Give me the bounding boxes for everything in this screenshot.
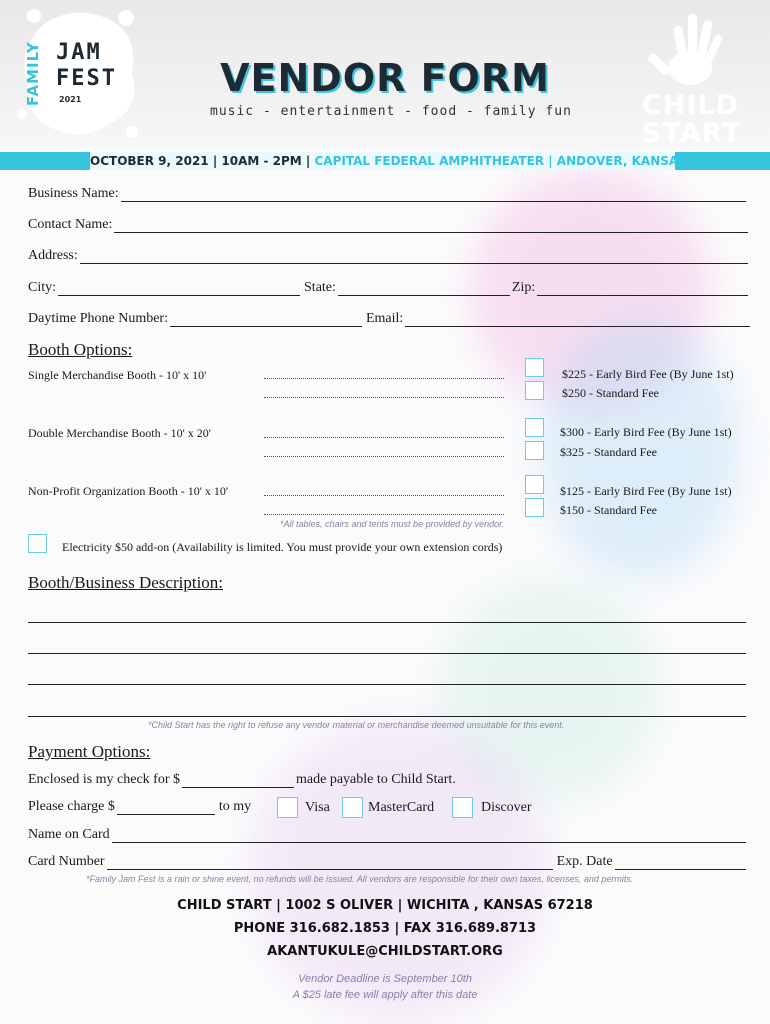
state-input[interactable]: [338, 281, 510, 296]
phone-email-row: [28, 311, 752, 327]
electricity-checkbox[interactable]: [28, 534, 47, 553]
logo-year: 2021: [59, 95, 82, 104]
visa-label: Visa: [305, 800, 330, 815]
single-booth-label: Single Merchandise Booth - 10' x 10': [28, 368, 207, 382]
description-line[interactable]: [28, 716, 746, 717]
address-field[interactable]: [28, 248, 750, 264]
name-on-card-input[interactable]: [112, 828, 746, 843]
description-heading: Booth/Business Description:: [28, 573, 224, 592]
city-state-zip-row: [28, 280, 750, 296]
description-line[interactable]: [28, 622, 746, 623]
booth-options-heading: Booth Options:: [28, 340, 133, 359]
email-label: Email:: [365, 311, 404, 326]
single-standard-fee: $250 - Standard Fee: [562, 386, 659, 400]
logo-word-start: START: [642, 118, 742, 149]
business-name-field[interactable]: [28, 186, 748, 202]
logo-word-family: FAMILY: [24, 41, 42, 106]
daytime-phone-label: Daytime Phone Number:: [28, 311, 168, 326]
contact-name-input[interactable]: [114, 218, 748, 233]
double-early-checkbox[interactable]: [525, 418, 544, 437]
logo-word-fest: FEST: [56, 66, 117, 91]
card-number-row: [28, 854, 748, 870]
email-input[interactable]: [405, 312, 750, 327]
check-amount-input[interactable]: [182, 773, 294, 788]
payment-options-heading: Payment Options:: [28, 742, 151, 761]
city-input[interactable]: [58, 281, 300, 296]
check-row: [28, 772, 456, 788]
state-label: State:: [304, 280, 336, 295]
visa-checkbox[interactable]: [277, 797, 298, 818]
exp-date-label: Exp. Date: [556, 854, 613, 869]
logo-word-child: CHILD: [642, 90, 740, 121]
double-standard-checkbox[interactable]: [525, 441, 544, 460]
page-title: VENDOR FORM: [220, 56, 550, 100]
card-number-label: Card Number: [28, 854, 105, 869]
daytime-phone-input[interactable]: [170, 312, 362, 327]
vendor-deadline: Vendor Deadline is September 10th: [298, 973, 472, 985]
discover-label: Discover: [481, 800, 532, 815]
card-number-input[interactable]: [107, 855, 553, 870]
single-early-fee: $225 - Early Bird Fee (By June 1st): [562, 367, 734, 381]
business-name-label: Business Name:: [28, 186, 119, 201]
nonprofit-early-fee: $125 - Early Bird Fee (By June 1st): [560, 484, 732, 498]
nonprofit-standard-checkbox[interactable]: [525, 498, 544, 517]
dot-leader: [264, 437, 504, 438]
nonprofit-standard-fee: $150 - Standard Fee: [560, 503, 657, 517]
dot-leader: [264, 456, 504, 457]
booth-note: *All tables, chairs and tents must be provided by vendor.: [280, 519, 505, 529]
nonprofit-early-checkbox[interactable]: [525, 475, 544, 494]
business-name-input[interactable]: [121, 187, 746, 202]
late-fee-note: A $25 late fee will apply after this date: [292, 989, 478, 1001]
description-line[interactable]: [28, 684, 746, 685]
address-input[interactable]: [80, 249, 748, 264]
charge-prefix: Please charge $: [28, 799, 115, 814]
name-on-card-field[interactable]: [28, 827, 748, 843]
mastercard-checkbox[interactable]: [342, 797, 363, 818]
single-standard-checkbox[interactable]: [525, 381, 544, 400]
address-label: Address:: [28, 248, 78, 263]
discover-checkbox[interactable]: [452, 797, 473, 818]
dot-leader: [264, 495, 504, 496]
dot-leader: [264, 378, 504, 379]
zip-label: Zip:: [511, 280, 536, 295]
city-label: City:: [28, 280, 57, 295]
name-on-card-label: Name on Card: [28, 827, 110, 842]
charge-to-label: to my: [218, 799, 252, 814]
logo-word-jam: JAM: [56, 40, 102, 65]
exp-date-input[interactable]: [615, 855, 746, 870]
footer-address: CHILD START | 1002 S OLIVER | WICHITA , KANSAS 67218: [177, 898, 593, 913]
refusal-note: *Child Start has the right to refuse any vendor material or merchandise deemed unsuitable for this event.: [148, 720, 565, 730]
event-date: OCTOBER 9, 2021 | 10AM - 2PM |: [90, 154, 311, 168]
check-prefix: Enclosed is my check for $: [28, 772, 181, 787]
electricity-label: Electricity $50 add-on (Availability is limited. You must provide your own extension cords): [62, 540, 503, 554]
tagline: music - entertainment - food - family fun: [210, 104, 572, 119]
double-early-fee: $300 - Early Bird Fee (By June 1st): [560, 425, 732, 439]
dot-leader: [264, 514, 504, 515]
charge-row: [28, 799, 251, 815]
mastercard-label: MasterCard: [368, 800, 435, 815]
event-banner-text: [90, 152, 687, 170]
check-suffix: made payable to Child Start.: [296, 772, 456, 787]
single-early-checkbox[interactable]: [525, 358, 544, 377]
contact-name-label: Contact Name:: [28, 217, 113, 232]
zip-input[interactable]: [537, 281, 748, 296]
footer-email: AKANTUKULE@CHILDSTART.ORG: [267, 944, 503, 959]
footer-phone: PHONE 316.682.1853 | FAX 316.689.8713: [233, 921, 537, 936]
event-banner: [0, 152, 770, 170]
event-location: CAPITAL FEDERAL AMPHITHEATER | ANDOVER, KANSAS: [314, 154, 687, 168]
double-booth-label: Double Merchandise Booth - 10' x 20': [28, 426, 211, 440]
double-standard-fee: $325 - Standard Fee: [560, 445, 657, 459]
refund-note: *Family Jam Fest is a rain or shine event, no refunds will be issued. All vendors are responsible for their own taxes, licenses, and permits.: [86, 874, 634, 884]
description-line[interactable]: [28, 653, 746, 654]
charge-amount-input[interactable]: [117, 800, 215, 815]
dot-leader: [264, 397, 504, 398]
nonprofit-booth-label: Non-Profit Organization Booth - 10' x 10': [28, 484, 229, 498]
contact-name-field[interactable]: [28, 217, 750, 233]
